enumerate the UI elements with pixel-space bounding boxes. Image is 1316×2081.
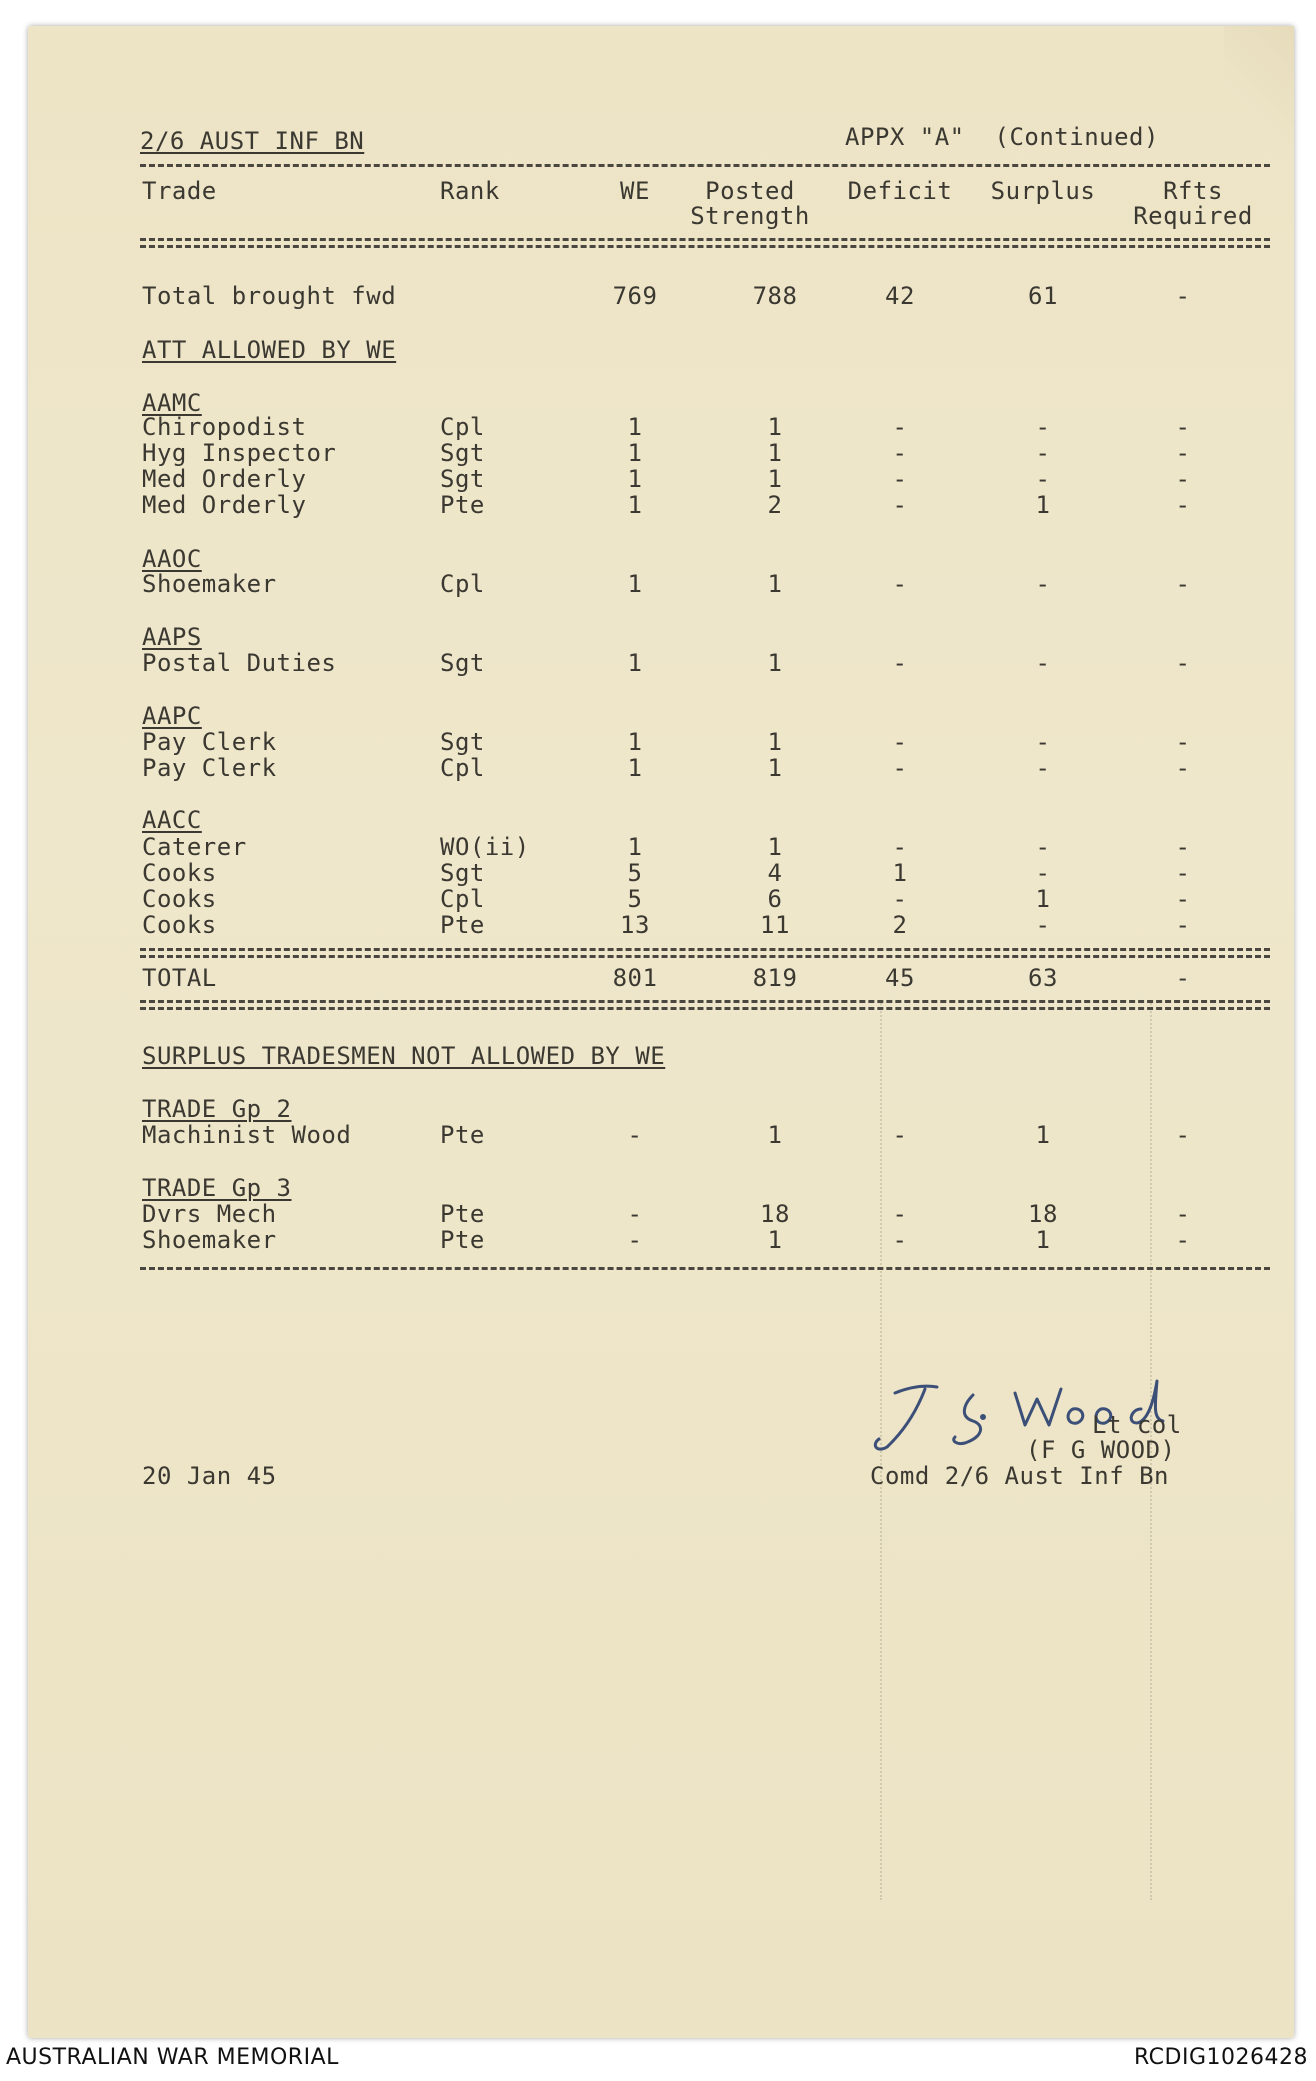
row-trade: Pay Clerk xyxy=(142,754,277,782)
group-trade-gp-2: TRADE Gp 2 xyxy=(142,1095,292,1123)
row-surplus: 1 xyxy=(1035,885,1051,913)
row-deficit: - xyxy=(892,465,908,493)
row-we: 13 xyxy=(620,911,650,939)
row-rank: Pte xyxy=(440,1226,485,1254)
row-posted: 11 xyxy=(760,911,790,939)
row-posted: 1 xyxy=(767,728,783,756)
row-deficit: - xyxy=(892,754,908,782)
row-rank: Cpl xyxy=(440,413,485,441)
row-surplus: 1 xyxy=(1035,1226,1051,1254)
row-trade: Shoemaker xyxy=(142,1226,277,1254)
col-deficit: Deficit xyxy=(847,177,953,205)
group-trade-gp-3: TRADE Gp 3 xyxy=(142,1174,292,1202)
total-rfts: - xyxy=(1175,964,1191,992)
col-surplus: Surplus xyxy=(990,177,1096,205)
row-we: - xyxy=(627,1226,643,1254)
row-deficit: - xyxy=(892,885,908,913)
row-rfts: - xyxy=(1175,1200,1191,1228)
col-posted: Posted xyxy=(705,177,795,205)
header-rule-bottom xyxy=(140,238,1270,241)
row-we: 1 xyxy=(627,649,643,677)
total-surplus: 63 xyxy=(1028,964,1058,992)
row-rank: Pte xyxy=(440,911,485,939)
row-we: 1 xyxy=(627,465,643,493)
total-we: 801 xyxy=(612,964,658,992)
row-surplus: 1 xyxy=(1035,491,1051,519)
row-surplus: - xyxy=(1035,413,1051,441)
row-trade: Postal Duties xyxy=(142,649,337,677)
archive-footer-right: RCDIG1026428 xyxy=(1133,2045,1308,2070)
row-posted: 1 xyxy=(767,1121,783,1149)
total-posted: 819 xyxy=(752,964,798,992)
row-trade: Dvrs Mech xyxy=(142,1200,277,1228)
row-rank: Pte xyxy=(440,1200,485,1228)
col-rfts-required: Required xyxy=(1133,202,1253,230)
row-we: 1 xyxy=(627,833,643,861)
signatory-rank: Lt col xyxy=(1092,1411,1182,1439)
row-surplus: - xyxy=(1035,728,1051,756)
row-we: 1 xyxy=(627,728,643,756)
row-surplus: - xyxy=(1035,754,1051,782)
row-rfts: - xyxy=(1175,754,1191,782)
document-date: 20 Jan 45 xyxy=(142,1462,277,1490)
row-we: 5 xyxy=(627,885,643,913)
row-rfts: - xyxy=(1175,833,1191,861)
row-rfts: - xyxy=(1175,885,1191,913)
row-deficit: - xyxy=(892,570,908,598)
total-rule-top xyxy=(140,948,1270,951)
brought-fwd-deficit: 42 xyxy=(885,282,915,310)
appendix-title: APPX "A" (Continued) xyxy=(845,123,1159,151)
row-posted: 6 xyxy=(767,885,783,913)
group-aapc: AAPC xyxy=(142,702,202,730)
brought-fwd-we: 769 xyxy=(612,282,658,310)
row-trade: Cooks xyxy=(142,911,217,939)
row-posted: 18 xyxy=(760,1200,790,1228)
brought-fwd-posted: 788 xyxy=(752,282,798,310)
row-trade: Chiropodist xyxy=(142,413,307,441)
row-rfts: - xyxy=(1175,491,1191,519)
row-we: 1 xyxy=(627,491,643,519)
row-rank: Pte xyxy=(440,491,485,519)
row-trade: Med Orderly xyxy=(142,465,307,493)
row-posted: 1 xyxy=(767,754,783,782)
row-posted: 2 xyxy=(767,491,783,519)
row-trade: Hyg Inspector xyxy=(142,439,337,467)
row-posted: 4 xyxy=(767,859,783,887)
row-rank: Cpl xyxy=(440,570,485,598)
row-deficit: - xyxy=(892,728,908,756)
row-surplus: - xyxy=(1035,570,1051,598)
row-rfts: - xyxy=(1175,1121,1191,1149)
row-rank: Sgt xyxy=(440,465,485,493)
row-rank: Cpl xyxy=(440,754,485,782)
row-deficit: 2 xyxy=(892,911,908,939)
row-we: 1 xyxy=(627,570,643,598)
row-deficit: - xyxy=(892,1200,908,1228)
col-trade: Trade xyxy=(142,177,217,205)
row-deficit: - xyxy=(892,413,908,441)
row-trade: Cooks xyxy=(142,885,217,913)
brought-fwd-rfts: - xyxy=(1175,282,1191,310)
row-posted: 1 xyxy=(767,833,783,861)
brought-fwd-label: Total brought fwd xyxy=(142,282,397,310)
row-we: 5 xyxy=(627,859,643,887)
row-we: 1 xyxy=(627,439,643,467)
row-deficit: - xyxy=(892,491,908,519)
row-surplus: - xyxy=(1035,439,1051,467)
row-surplus: - xyxy=(1035,649,1051,677)
row-deficit: - xyxy=(892,1121,908,1149)
row-surplus: 18 xyxy=(1028,1200,1058,1228)
row-surplus: - xyxy=(1035,833,1051,861)
brought-fwd-surplus: 61 xyxy=(1028,282,1058,310)
row-posted: 1 xyxy=(767,465,783,493)
row-posted: 1 xyxy=(767,1226,783,1254)
section-att-allowed: ATT ALLOWED BY WE xyxy=(142,336,397,364)
group-aacc: AACC xyxy=(142,806,202,834)
row-deficit: - xyxy=(892,439,908,467)
closing-rule xyxy=(140,1267,1270,1270)
row-posted: 1 xyxy=(767,570,783,598)
row-rank: Pte xyxy=(440,1121,485,1149)
signatory-name: (F G WOOD) xyxy=(1026,1436,1176,1464)
row-rfts: - xyxy=(1175,465,1191,493)
group-aaps: AAPS xyxy=(142,623,202,651)
total-deficit: 45 xyxy=(885,964,915,992)
row-trade: Med Orderly xyxy=(142,491,307,519)
row-rank: Sgt xyxy=(440,439,485,467)
row-rank: WO(ii) xyxy=(440,833,530,861)
row-rfts: - xyxy=(1175,859,1191,887)
row-surplus: - xyxy=(1035,465,1051,493)
row-trade: Pay Clerk xyxy=(142,728,277,756)
row-deficit: - xyxy=(892,833,908,861)
row-rfts: - xyxy=(1175,649,1191,677)
row-posted: 1 xyxy=(767,649,783,677)
signatory-appointment: Comd 2/6 Aust Inf Bn xyxy=(870,1462,1169,1490)
row-rank: Cpl xyxy=(440,885,485,913)
row-trade: Cooks xyxy=(142,859,217,887)
row-rfts: - xyxy=(1175,570,1191,598)
col-rank: Rank xyxy=(440,177,500,205)
row-posted: 1 xyxy=(767,413,783,441)
row-surplus: - xyxy=(1035,859,1051,887)
header-rule-top xyxy=(140,164,1270,167)
row-rfts: - xyxy=(1175,911,1191,939)
row-deficit: 1 xyxy=(892,859,908,887)
row-we: 1 xyxy=(627,413,643,441)
row-surplus: - xyxy=(1035,911,1051,939)
row-rank: Sgt xyxy=(440,728,485,756)
row-surplus: 1 xyxy=(1035,1121,1051,1149)
total-label: TOTAL xyxy=(142,964,217,992)
archive-footer-left: AUSTRALIAN WAR MEMORIAL xyxy=(6,2045,339,2070)
row-trade: Caterer xyxy=(142,833,247,861)
row-trade: Shoemaker xyxy=(142,570,277,598)
row-rank: Sgt xyxy=(440,649,485,677)
col-posted-strength: Strength xyxy=(690,202,810,230)
row-we: 1 xyxy=(627,754,643,782)
row-we: - xyxy=(627,1200,643,1228)
row-we: - xyxy=(627,1121,643,1149)
row-posted: 1 xyxy=(767,439,783,467)
row-rfts: - xyxy=(1175,728,1191,756)
row-rfts: - xyxy=(1175,413,1191,441)
section-surplus-tradesmen: SURPLUS TRADESMEN NOT ALLOWED BY WE xyxy=(142,1042,666,1070)
total-rule-bottom xyxy=(140,1000,1270,1003)
row-rfts: - xyxy=(1175,1226,1191,1254)
col-we: WE xyxy=(620,177,650,205)
row-trade: Machinist Wood xyxy=(142,1121,352,1149)
row-deficit: - xyxy=(892,649,908,677)
group-aamc: AAMC xyxy=(142,389,202,417)
row-rank: Sgt xyxy=(440,859,485,887)
row-rfts: - xyxy=(1175,439,1191,467)
unit-title: 2/6 AUST INF BN xyxy=(140,127,365,155)
row-deficit: - xyxy=(892,1226,908,1254)
group-aaoc: AAOC xyxy=(142,545,202,573)
col-rfts: Rfts xyxy=(1163,177,1223,205)
